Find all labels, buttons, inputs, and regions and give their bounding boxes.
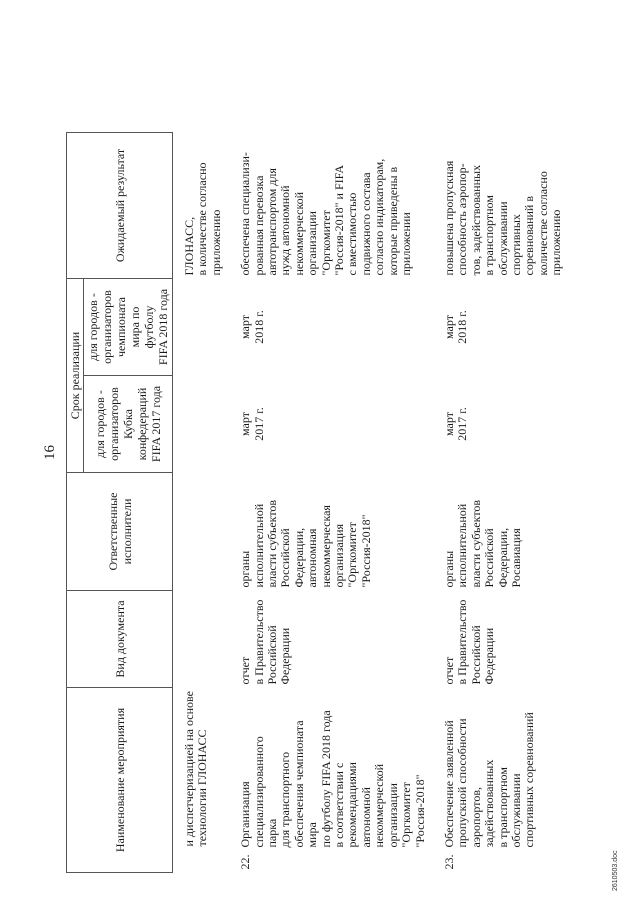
header-name: Наименование мероприятия bbox=[67, 688, 173, 873]
header-doc-type: Вид документа bbox=[67, 591, 173, 688]
table-header-row bbox=[67, 133, 84, 873]
continuation-result: ГЛОНАСС, в количестве согласно приложению bbox=[182, 162, 223, 276]
row-deadline-2018: март 2018 г. bbox=[441, 310, 470, 344]
row-name: Организация специализированного парка для транспортного обеспечения чемпионата мира по футболу FIFA 2018 года в соответствии с рекомендациями автономной некоммерческой организации "Оргкомитет "Россия-2018" bbox=[238, 710, 427, 848]
doc-reference: 2610503.doc bbox=[612, 850, 619, 891]
row-doc-type: отчет в Правительство Российской Федерации bbox=[238, 599, 293, 685]
row-deadline-2018: март 2018 г. bbox=[238, 310, 266, 344]
row-number: 23. bbox=[441, 854, 456, 870]
header-deadline: Срок реализации bbox=[67, 279, 84, 473]
row-executors: органы исполнительной власти субъектов Российской Федерации, Росавиация bbox=[441, 499, 523, 588]
row-result: повышена пропускная способность аэропор- тов, задействованных в транспортном обслуживании спортивных соревнований в количестве согласно приложению bbox=[441, 160, 564, 276]
measures-table bbox=[66, 132, 578, 873]
row-deadline-2017: март 2017 г. bbox=[441, 407, 470, 441]
continuation-name: и диспетчеризацией на основе технологии ГЛОНАСС bbox=[182, 691, 210, 847]
page-number: 16 bbox=[42, 445, 58, 460]
header-deadline-2017: для городов - организаторов Кубка конфедераций FIFA 2017 года bbox=[84, 376, 173, 473]
table-row bbox=[441, 133, 578, 873]
header-result: Ожидаемый результат bbox=[67, 133, 173, 279]
header-deadline-2018: для городов - организаторов чемпионата мира по футболу FIFA 2018 года bbox=[84, 279, 173, 376]
table-row-continuation bbox=[181, 133, 237, 873]
row-executors: органы исполнительной власти субъектов Российской Федерации, автономная некоммерческая организация "Оргкомитет "Россия-2018" bbox=[238, 499, 373, 588]
row-doc-type: отчет в Правительство Российской Федерации bbox=[441, 599, 497, 685]
row-number: 22. bbox=[238, 854, 253, 870]
row-result: обеспечена специализи- рованная перевозка автотранспортом для нужд автономной некоммерческой организации "Оргкомитет "Россия-2018" и FIFA с вместимостью подвижного состава согласно индикаторам, которые приведены в приложении bbox=[238, 152, 414, 276]
row-deadline-2017: март 2017 г. bbox=[238, 407, 266, 441]
table-row bbox=[237, 133, 441, 873]
row-name: Обеспечение заявленной пропускной способности аэропортов, задействованных в транспортном обслуживании спортивных соревнований bbox=[441, 712, 537, 848]
header-executors: Ответственные исполнители bbox=[67, 473, 173, 591]
